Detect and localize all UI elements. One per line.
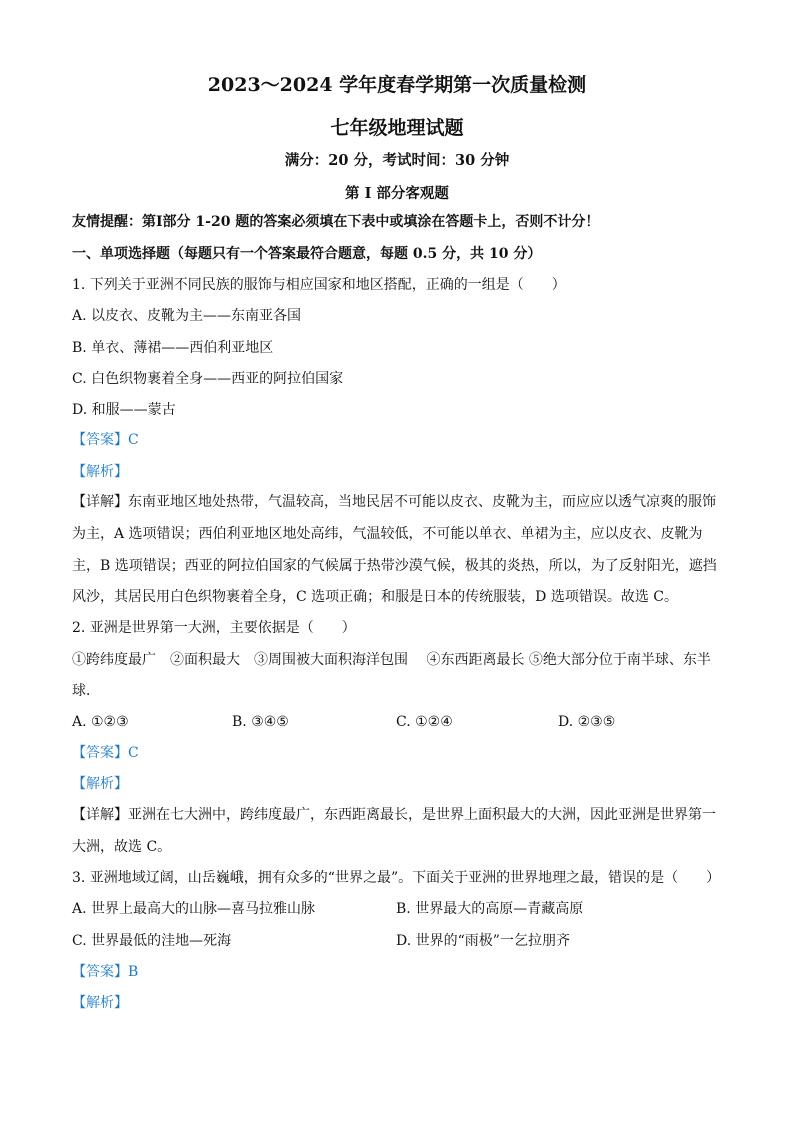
q2-detail-line: 大洲，故选 C。 [72,839,172,855]
q1-analysis-label: 【解析】 [72,464,128,480]
q2-items-continued: 球． [72,683,100,699]
q3-option-b: B. 世界最大的高原—青藏高原 [396,901,584,917]
q3-stem: 3. 亚洲地域辽阔，山岳巍峨，拥有众多的“世界之最”。下面关于亚洲的世界地理之最，错误的是（ ） [72,870,721,886]
q2-option-d: D. ②③⑤ [558,714,616,730]
q3-option-d: D. 世界的“雨极”一乞拉朋齐 [396,933,570,949]
q1-option-d: D. 和服——蒙古 [72,402,176,418]
q3-option-c: C. 世界最低的洼地—死海 [72,933,232,949]
q1-stem: 1. 下列关于亚洲不同民族的服饰与相应国家和地区搭配，正确的一组是（ ） [72,277,566,293]
q2-answer: 【答案】C [72,745,139,761]
q1-detail-line: 【详解】东南亚地区地处热带，气温较高，当地民居不可能以皮衣、皮靴为主，而应应以透气凉爽的服饰 [72,494,716,510]
q3-analysis-label: 【解析】 [72,995,128,1011]
notice: 友情提醒：第Ⅰ部分 1-20 题的答案必须填在下表中或填涂在答题卡上，否则不计分！ [72,214,600,230]
q1-detail-line: 风沙，其居民用白色织物裹着全身，C 选项正确；和服是日本的传统服装，D 选项错误。故选 C。 [72,589,678,605]
q3-option-a: A. 世界上最高大的山脉—喜马拉雅山脉 [72,901,316,917]
q1-option-b: B. 单衣、薄裙——西伯利亚地区 [72,340,274,356]
score-info: 满分：20 分，考试时间：30 分钟 [284,152,510,169]
q2-stem: 2. 亚洲是世界第一大洲，主要依据是（ ） [72,620,356,636]
q2-option-b: B. ③④⑤ [232,714,289,730]
q2-option-c: C. ①②④ [396,714,453,730]
exam-title: 2023～2024 学年度春学期第一次质量检测 [207,74,587,96]
part-title: 第 I 部分客观题 [345,185,449,202]
q1-detail-line: 主，B 选项错误；西亚的阿拉伯国家的气候属于热带沙漠气候，极其的炎热，所以，为了反射阳光，遮挡 [72,558,717,574]
q3-answer: 【答案】B [72,964,139,980]
q1-answer: 【答案】C [72,432,139,448]
q2-analysis-label: 【解析】 [72,776,128,792]
q1-option-c: C. 白色织物裹着全身——西亚的阿拉伯国家 [72,371,344,387]
q2-items: ①跨纬度最广 ②面积最大 ③周围被大面积海洋包围 ④东西距离最长 ⑤绝大部分位于南半球、东半 [72,652,711,668]
q1-detail-line: 为主，A 选项错误；西伯利亚地区地处高纬，气温较低，不可能以单衣、单裙为主，应以皮衣、皮靴为 [72,526,703,542]
section-title: 一、单项选择题（每题只有一个答案最符合题意，每题 0.5 分，共 10 分） [72,246,542,262]
q2-detail-line: 【详解】亚洲在七大洲中，跨纬度最广，东西距离最长，是世界上面积最大的大洲，因此亚洲是世界第一 [72,807,716,823]
q2-option-a: A. ①②③ [72,714,129,730]
q1-option-a: A. 以皮衣、皮靴为主——东南亚各国 [72,308,302,324]
exam-subtitle: 七年级地理试题 [330,117,464,139]
